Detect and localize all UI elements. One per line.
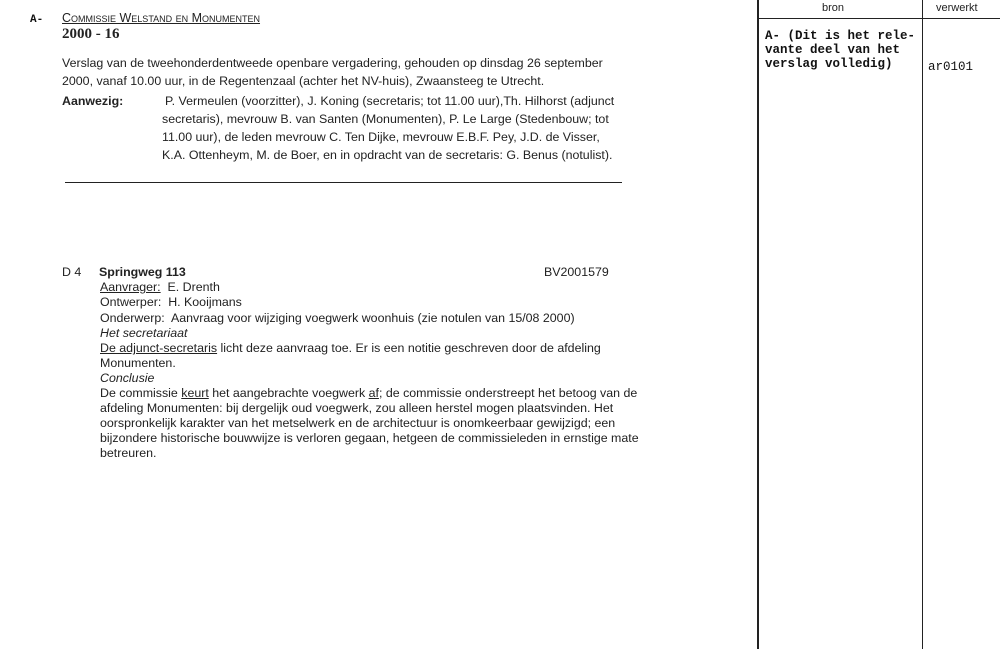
- margin-marker: A-: [30, 14, 44, 26]
- conclusion-keurt: keurt: [181, 386, 209, 400]
- source-line: vante deel van het: [765, 43, 901, 57]
- present-line: secretaris), mevrouw B. van Santen (Monumenten), P. Le Large (Stedenbouw; tot: [162, 112, 609, 126]
- column-header-source: bron: [822, 2, 845, 14]
- secretariat-rest: licht deze aanvraag toe. Er is een notitie geschreven door de afdeling: [217, 341, 601, 355]
- subject-label: Onderwerp:: [100, 311, 165, 325]
- intro-line: Verslag van de tweehonderdentweede openbare vergadering, gehouden op dinsdag 26 september: [62, 56, 603, 70]
- present-line: 11.00 uur), de leden mevrouw C. Ten Dijke, mevrouw E.B.F. Pey, J.D. de Visser,: [162, 130, 600, 144]
- applicant-row: [100, 280, 220, 294]
- organisation-title: Commissie Welstand en Monumenten: [62, 11, 261, 25]
- conclusion-line: oorspronkelijk karakter van het metselwerk en de architectuur is onomkeerbaar gewijzigd; een: [100, 416, 616, 430]
- conclusion-text: het aangebrachte voegwerk: [208, 386, 369, 400]
- report-number: 2000 - 16: [62, 26, 120, 42]
- conclusion-text: De commissie: [100, 386, 182, 400]
- secretariat-heading: Het secretariaat: [100, 326, 188, 340]
- applicant-label: Aanvrager:: [100, 280, 161, 294]
- present-line: K.A. Ottenheym, M. de Boer, en in opdracht van de secretaris: G. Benus (notulist).: [162, 148, 613, 162]
- table-border-left: [757, 0, 759, 649]
- source-line: A- (Dit is het rele-: [765, 29, 916, 43]
- conclusion-line: betreuren.: [100, 446, 157, 460]
- conclusion-text: ; de commissie onderstreept het betoog van de: [378, 386, 638, 400]
- conclusion-first-line: [100, 386, 637, 400]
- conclusion-heading: Conclusie: [100, 371, 155, 385]
- item-address: Springweg 113: [99, 265, 186, 279]
- designer-row: [100, 295, 242, 309]
- present-line: P. Vermeulen (voorzitter), J. Koning (secretaris; tot 11.00 uur),Th. Hilhorst (adjunct: [165, 94, 615, 108]
- processed-value: ar0101: [928, 60, 974, 74]
- secretariat-text: [100, 341, 601, 355]
- conclusion-line: afdeling Monumenten: bij dergelijk oud voegwerk, zou alleen herstel mogen plaatsvinden. Het: [100, 401, 614, 415]
- conclusion-line: bijzondere historische bouwwijze is verloren gegaan, hetgeen de commissieleden in ernstige mate: [100, 431, 639, 445]
- conclusion-af: af: [368, 386, 379, 400]
- source-line: verslag volledig): [765, 57, 893, 71]
- present-label: Aanwezig:: [62, 94, 124, 108]
- subject-value: Aanvraag voor wijziging voegwerk woonhuis (zie notulen van 15/08 2000): [170, 311, 575, 325]
- column-header-processed: verwerkt: [936, 2, 978, 14]
- table-header-divider: [757, 18, 1000, 19]
- section-divider: [65, 182, 622, 183]
- secretariat-line: Monumenten.: [100, 356, 176, 370]
- designer-value: H. Kooijmans: [168, 295, 242, 309]
- designer-label: Ontwerper:: [100, 295, 162, 309]
- table-border-middle: [922, 0, 923, 649]
- item-code: D 4: [62, 265, 82, 279]
- applicant-value: E. Drenth: [167, 280, 220, 294]
- secretariat-subject: De adjunct-secretaris: [100, 341, 218, 355]
- intro-line: 2000, vanaf 10.00 uur, in de Regentenzaal (achter het NV-huis), Zwaansteeg te Utrecht.: [62, 74, 545, 88]
- item-reference: BV2001579: [544, 265, 609, 279]
- subject-row: [100, 311, 575, 325]
